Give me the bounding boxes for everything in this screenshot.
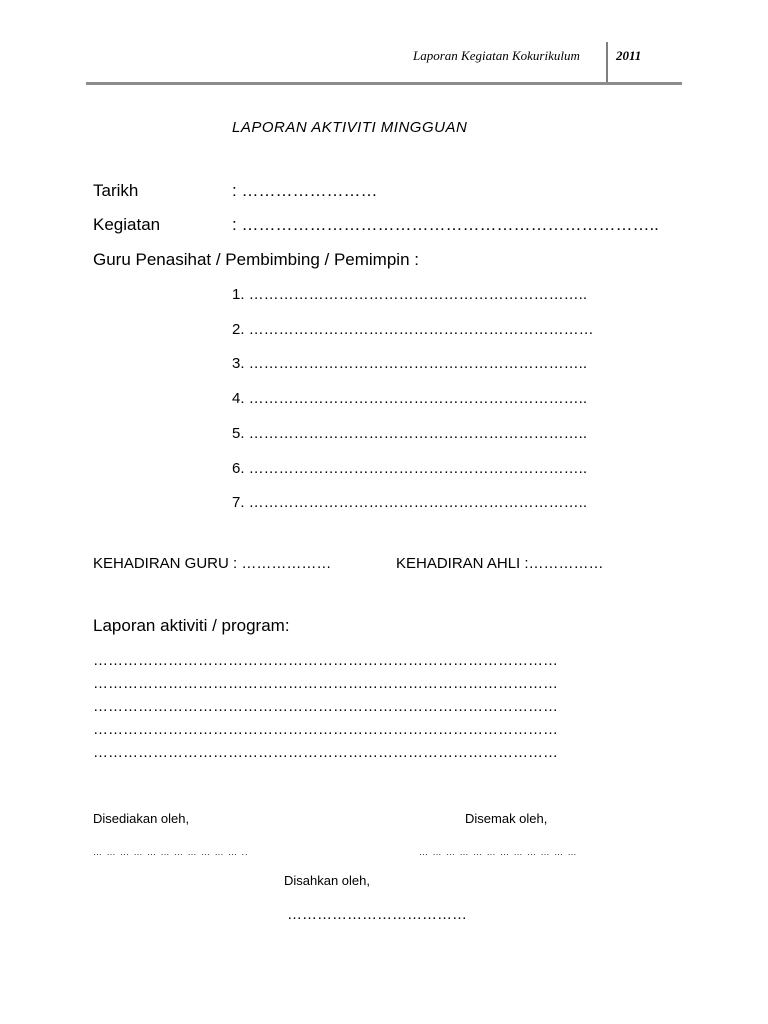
guru-item-3: 3. …………………………………………………………..	[232, 355, 588, 372]
laporan-line-3: …………………………………………………………………………………	[93, 698, 558, 715]
guru-item-6: 6. …………………………………………………………..	[232, 460, 588, 477]
disediakan-label: Disediakan oleh,	[93, 811, 190, 826]
disahkan-label: Disahkan oleh,	[284, 873, 370, 888]
guru-item-1: 1. …………………………………………………………..	[232, 286, 588, 303]
tarikh-value: : ……………………	[232, 181, 378, 200]
kehadiran-guru: KEHADIRAN GURU : ………………	[93, 555, 332, 572]
guru-label: Guru Penasihat / Pembimbing / Pemimpin :	[93, 250, 419, 269]
header-divider	[606, 42, 608, 84]
disemak-label: Disemak oleh,	[465, 811, 548, 826]
laporan-line-1: …………………………………………………………………………………	[93, 652, 558, 669]
laporan-line-5: …………………………………………………………………………………	[93, 744, 558, 761]
tarikh-label: Tarikh	[93, 181, 139, 200]
kegiatan-label: Kegiatan	[93, 215, 161, 234]
guru-item-2: 2. ……………………………………………………………	[232, 321, 594, 338]
kehadiran-ahli: KEHADIRAN AHLI :……………	[396, 555, 604, 572]
header-rule	[86, 82, 682, 85]
guru-item-7: 7. …………………………………………………………..	[232, 494, 588, 511]
disahkan-line: ………………………………	[287, 906, 467, 923]
header-year: 2011	[616, 48, 642, 63]
page-title: LAPORAN AKTIVITI MINGGUAN	[232, 119, 468, 136]
kegiatan-value: : ………………………………………………………………..	[232, 215, 659, 234]
disediakan-line: … … … … … … … … … … … ..	[93, 847, 249, 857]
laporan-line-2: …………………………………………………………………………………	[93, 675, 558, 692]
header-doc-title: Laporan Kegiatan Kokurikulum	[413, 48, 580, 63]
disemak-line: … … … … … … … … … … … …	[419, 847, 578, 857]
guru-item-5: 5. …………………………………………………………..	[232, 425, 588, 442]
guru-item-4: 4. …………………………………………………………..	[232, 390, 588, 407]
laporan-label: Laporan aktiviti / program:	[93, 616, 290, 635]
laporan-line-4: …………………………………………………………………………………	[93, 721, 558, 738]
